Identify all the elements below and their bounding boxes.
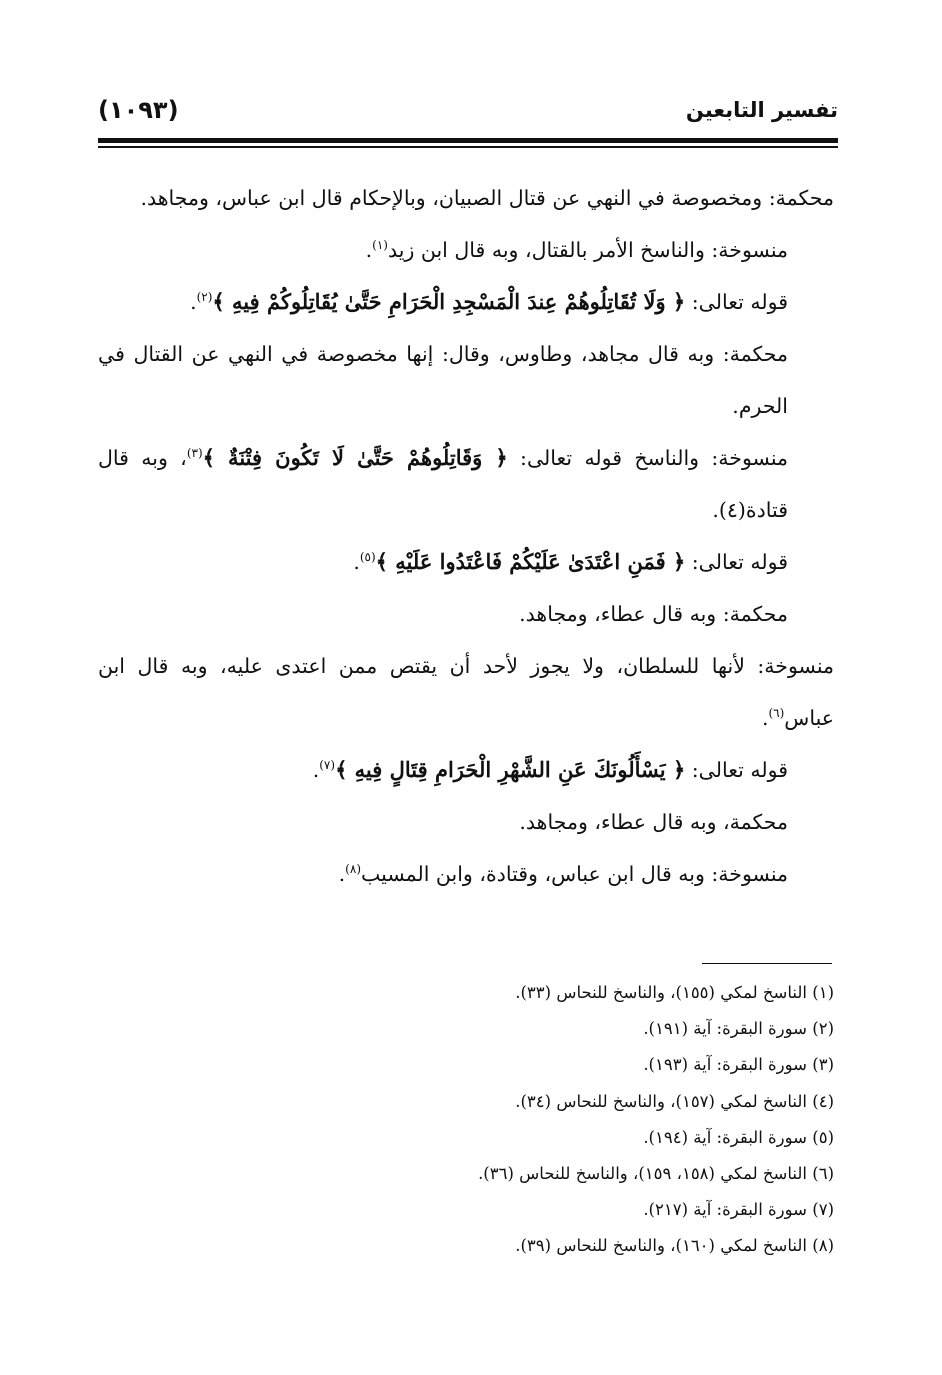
paragraph-text: محكمة، وبه قال عطاء، ومجاهد. <box>519 810 788 834</box>
page-header <box>98 92 838 136</box>
paragraph <box>98 640 834 744</box>
paragraph-text-tail: . <box>353 550 360 574</box>
book-title: تفسير التابعين <box>685 98 838 122</box>
paragraph <box>98 848 834 900</box>
paragraph-text: منسوخة: لأنها للسلطان، ولا يجوز لأحد أن يقتص ممن اعتدى عليه، وبه قال ابن عباس <box>98 654 834 730</box>
footnote: (٥) سورة البقرة: آية (١٩٤). <box>643 1127 834 1147</box>
paragraph-text-tail: . <box>761 706 769 730</box>
footnote: (٤) الناسخ لمكي (١٥٧)، والناسخ للنحاس (٣٤). <box>515 1091 834 1111</box>
paragraph <box>98 224 834 276</box>
paragraph-text: قوله تعالى: <box>685 550 788 574</box>
paragraph-text: محكمة: ومخصوصة في النهي عن قتال الصبيان، وبالإحكام قال ابن عباس، ومجاهد. <box>140 186 834 210</box>
paragraph-text: منسوخة: والناسخ قوله تعالى: <box>507 446 789 470</box>
header-rule-thick <box>98 138 838 143</box>
paragraph-text: قوله تعالى: <box>685 758 788 782</box>
footnote-ref: (١) <box>372 238 388 253</box>
paragraph-text: محكمة: وبه قال عطاء، ومجاهد. <box>519 602 788 626</box>
paragraph <box>98 328 834 432</box>
header-rule-thin <box>98 146 838 148</box>
footnotes <box>314 975 834 1265</box>
page-number: (١٠٩٣) <box>98 96 179 124</box>
paragraph-text-tail: . <box>190 290 197 314</box>
paragraph <box>98 744 834 796</box>
paragraph <box>98 276 834 328</box>
paragraph <box>98 172 834 224</box>
quran-verse: ﴿ فَمَنِ اعْتَدَىٰ عَلَيْكُمْ فَاعْتَدُوا عَلَيْهِ ﴾ <box>375 549 686 574</box>
paragraph-text-tail: . <box>312 758 320 782</box>
footnote: (٧) سورة البقرة: آية (٢١٧). <box>643 1200 834 1220</box>
footnote-separator <box>702 963 832 964</box>
paragraph <box>98 432 834 536</box>
paragraph-text: قوله تعالى: <box>685 290 788 314</box>
quran-verse: ﴿ وَقَاتِلُوهُمْ حَتَّىٰ لَا تَكُونَ فِتْنَةٌ ﴾ <box>202 445 508 470</box>
paragraph-text: منسوخة: والناسخ الأمر بالقتال، وبه قال ابن زيد <box>387 238 788 262</box>
paragraph-text-tail: . <box>365 238 373 262</box>
paragraph-text: محكمة: وبه قال مجاهد، وطاوس، وقال: إنها مخصوصة في النهي عن القتال في الحرم. <box>98 342 788 418</box>
quran-verse: ﴿ وَلَا تُقَاتِلُوهُمْ عِندَ الْمَسْجِدِ الْحَرَامِ حَتَّىٰ يُقَاتِلُوكُمْ فِيهِ ﴾ <box>212 289 686 314</box>
footnote-ref: (٥) <box>359 550 376 565</box>
main-text <box>98 172 834 900</box>
paragraph-text-tail: ، وبه قال قتادة(٤). <box>98 446 788 522</box>
paragraph-text-tail: . <box>338 862 346 886</box>
footnote-ref: (٢) <box>196 290 213 305</box>
footnote: (٨) الناسخ لمكي (١٦٠)، والناسخ للنحاس (٣٩). <box>515 1236 834 1256</box>
footnote-ref: (٨) <box>345 862 361 877</box>
paragraph <box>98 536 834 588</box>
footnote: (٦) الناسخ لمكي (١٥٨، ١٥٩)، والناسخ للنحاس (٣٦). <box>478 1164 834 1184</box>
footnote: (٢) سورة البقرة: آية (١٩١). <box>643 1019 834 1039</box>
quran-verse: ﴿ يَسْأَلُونَكَ عَنِ الشَّهْرِ الْحَرَامِ قِتَالٍ فِيهِ ﴾ <box>335 757 686 782</box>
footnote: (١) الناسخ لمكي (١٥٥)، والناسخ للنحاس (٣٣). <box>515 983 834 1002</box>
paragraph <box>98 588 834 640</box>
footnote-ref: (٦) <box>768 706 785 721</box>
footnote-ref: (٣) <box>186 446 203 461</box>
paragraph-text: منسوخة: وبه قال ابن عباس، وقتادة، وابن المسيب <box>361 862 788 886</box>
paragraph <box>98 796 834 848</box>
footnote-ref: (٧) <box>319 758 336 773</box>
footnote: (٣) سورة البقرة: آية (١٩٣). <box>643 1055 834 1075</box>
